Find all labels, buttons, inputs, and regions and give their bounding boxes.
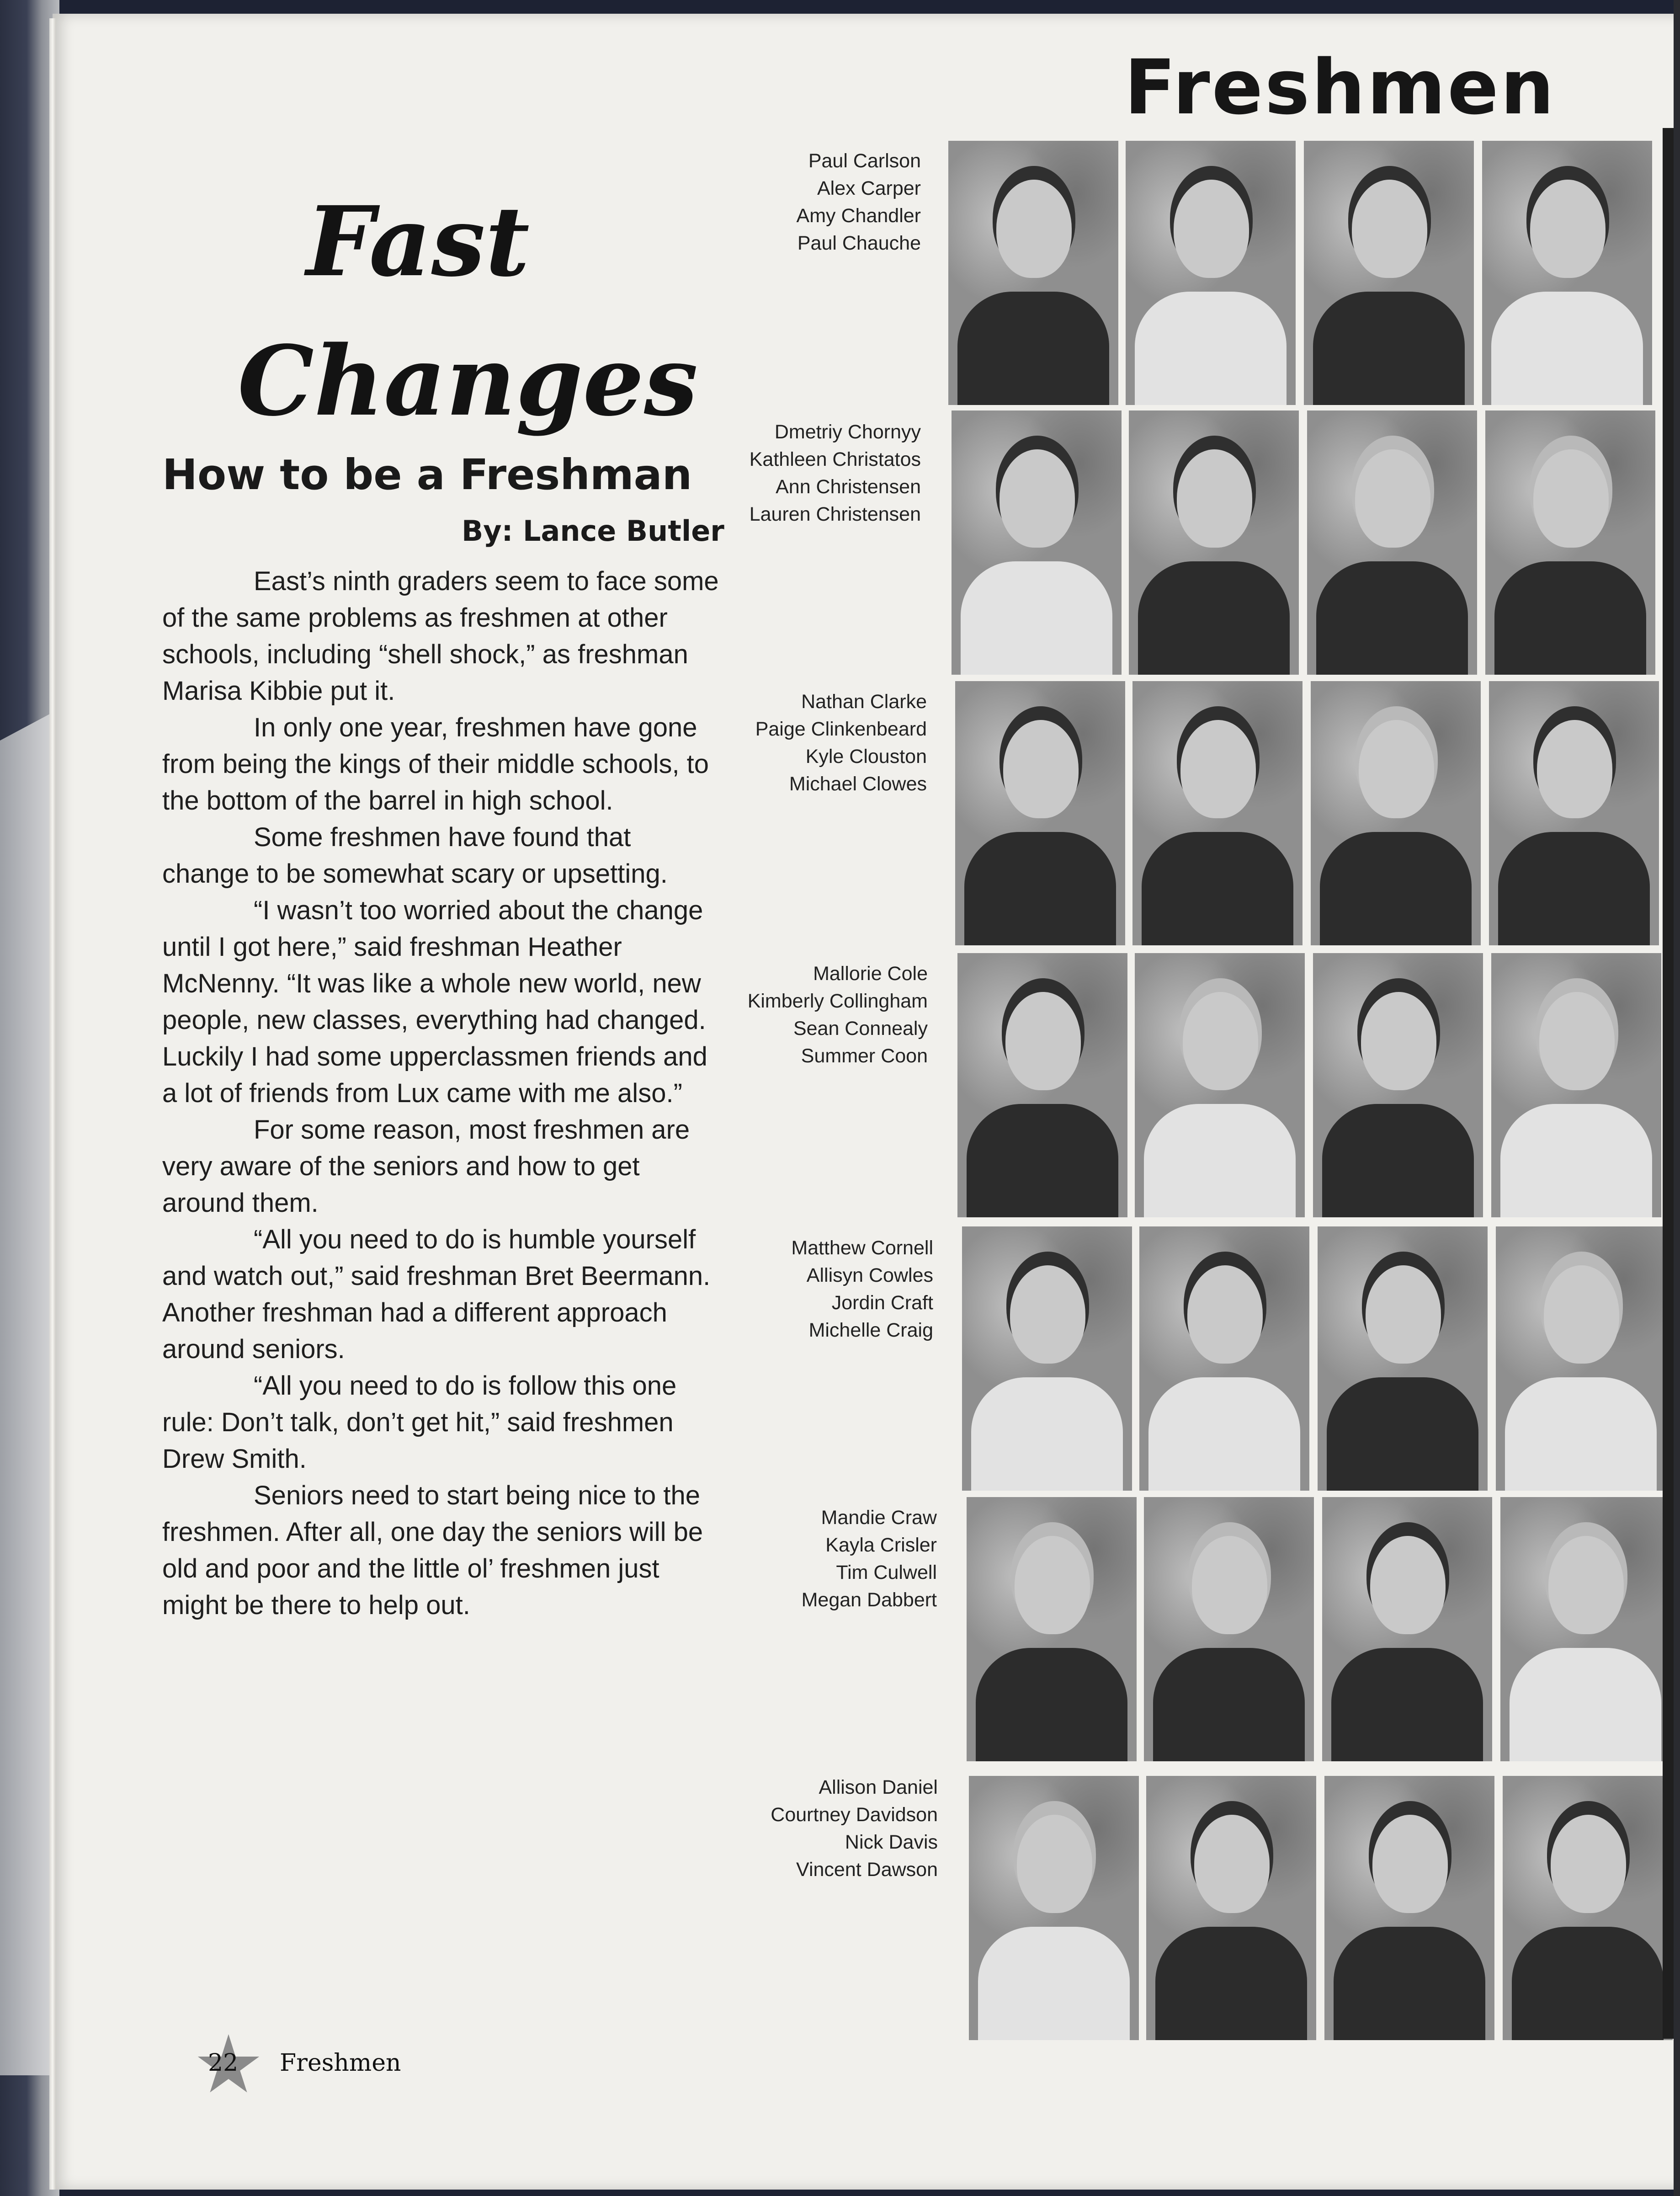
student-portrait: [948, 141, 1118, 405]
footer-section-label: Freshmen: [280, 2049, 401, 2077]
name-list-row-2: [683, 418, 921, 528]
name-list-row-3: [689, 688, 927, 798]
name-list-row-5: [696, 1234, 933, 1344]
article-paragraph: For some reason, most freshmen are very aware of the seniors and how to get around them.: [162, 1115, 690, 1218]
student-name: Amy Chandler: [796, 205, 921, 227]
student-portrait: [962, 1226, 1132, 1491]
student-portrait: [969, 1776, 1139, 2040]
student-name: Kathleen Christatos: [749, 448, 921, 470]
student-name: Paige Clinkenbeard: [755, 718, 927, 740]
student-name: Dmetriy Chornyy: [774, 421, 921, 443]
article-byline: By: Lance Butler: [462, 514, 724, 548]
article-subhead: How to be a Freshman: [162, 450, 692, 499]
student-portrait: [1146, 1776, 1316, 2040]
student-name: Mandie Craw: [821, 1507, 937, 1529]
student-name: Kayla Crisler: [825, 1534, 937, 1556]
article-paragraph: “I wasn’t too worried about the change until I got here,” said freshman Heather McNenny. “It was like a whole new world, new people, new classes, everything had changed. Luckily I had some upperclassmen friends and a lot of friends from Lux came with me also.”: [162, 895, 707, 1108]
section-title: Freshmen: [1124, 43, 1556, 131]
student-portrait: [1313, 953, 1483, 1217]
student-portrait: [1307, 410, 1477, 675]
student-name: Kyle Clouston: [805, 746, 927, 768]
student-portrait: [1322, 1497, 1492, 1761]
student-portrait: [1496, 1226, 1666, 1491]
student-portrait: [952, 410, 1122, 675]
student-name: Mallorie Cole: [813, 963, 928, 985]
student-name: Paul Chauche: [797, 232, 921, 254]
student-name: Michael Clowes: [789, 773, 927, 795]
student-portrait: [1126, 141, 1296, 405]
student-portrait: [1500, 1497, 1670, 1761]
article-paragraph: In only one year, freshmen have gone from being the kings of their middle schools, to the bottom of the barrel in high school.: [162, 713, 709, 816]
name-list-row-7: [700, 1774, 938, 1883]
student-name: Summer Coon: [801, 1045, 928, 1067]
student-name: Allison Daniel: [819, 1776, 938, 1798]
student-portrait: [957, 953, 1127, 1217]
student-name: Nathan Clarke: [801, 691, 927, 713]
student-portrait: [1129, 410, 1299, 675]
right-edge: [1674, 0, 1680, 2196]
page-number: 22: [208, 2049, 239, 2077]
article-paragraph: Seniors need to start being nice to the freshmen. After all, one day the seniors will be old and poor and the little ol’ freshmen just might be there to help out.: [162, 1481, 703, 1620]
student-portrait: [1489, 681, 1659, 945]
student-portrait: [1503, 1776, 1673, 2040]
student-portrait: [1324, 1776, 1494, 2040]
student-portrait: [1485, 410, 1655, 675]
student-name: Kimberly Collingham: [747, 990, 928, 1012]
student-name: Ann Christensen: [776, 476, 921, 498]
student-portrait: [1144, 1497, 1314, 1761]
student-name: Lauren Christensen: [749, 503, 921, 525]
student-name: Vincent Dawson: [796, 1859, 938, 1881]
headline-line-2: Changes: [238, 325, 698, 437]
article-body: [162, 563, 724, 1624]
student-name: Jordin Craft: [831, 1292, 933, 1314]
student-portrait: [1132, 681, 1303, 945]
student-portrait: [1304, 141, 1474, 405]
student-portrait: [967, 1497, 1137, 1761]
student-name: Megan Dabbert: [801, 1589, 937, 1611]
student-portrait: [1491, 953, 1661, 1217]
student-name: Alex Carper: [817, 177, 921, 199]
article-paragraph: “All you need to do is humble yourself and watch out,” said freshman Bret Beermann. Another freshman had a different approach around seniors.: [162, 1225, 711, 1364]
student-name: Courtney Davidson: [771, 1804, 938, 1826]
article-paragraph: East’s ninth graders seem to face some of the same problems as freshmen at other schools, including “shell shock,” as freshman Marisa Kibbie put it.: [162, 566, 719, 706]
name-list-row-6: [699, 1504, 937, 1614]
page-edge: [49, 18, 56, 2190]
student-name: Allisyn Cowles: [806, 1264, 933, 1286]
headline-line-1: Fast: [306, 185, 530, 298]
student-name: Matthew Cornell: [791, 1237, 933, 1259]
student-name: Paul Carlson: [808, 150, 921, 172]
student-portrait: [1311, 681, 1481, 945]
student-portrait: [1318, 1226, 1488, 1491]
article-paragraph: “All you need to do is follow this one rule: Don’t talk, don’t get hit,” said freshmen Drew Smith.: [162, 1371, 677, 1474]
student-portrait: [1482, 141, 1652, 405]
student-portrait: [1139, 1226, 1309, 1491]
student-portrait: [1135, 953, 1305, 1217]
gutter-strip: [1663, 128, 1674, 2039]
student-portrait: [955, 681, 1125, 945]
name-list-row-4: [690, 960, 928, 1070]
student-name: Sean Connealy: [793, 1018, 928, 1039]
student-name: Tim Culwell: [836, 1562, 937, 1583]
name-list-row-1: [683, 147, 921, 257]
article-paragraph: Some freshmen have found that change to be somewhat scary or upsetting.: [162, 822, 668, 889]
student-name: Nick Davis: [845, 1831, 938, 1853]
student-name: Michelle Craig: [808, 1319, 933, 1341]
